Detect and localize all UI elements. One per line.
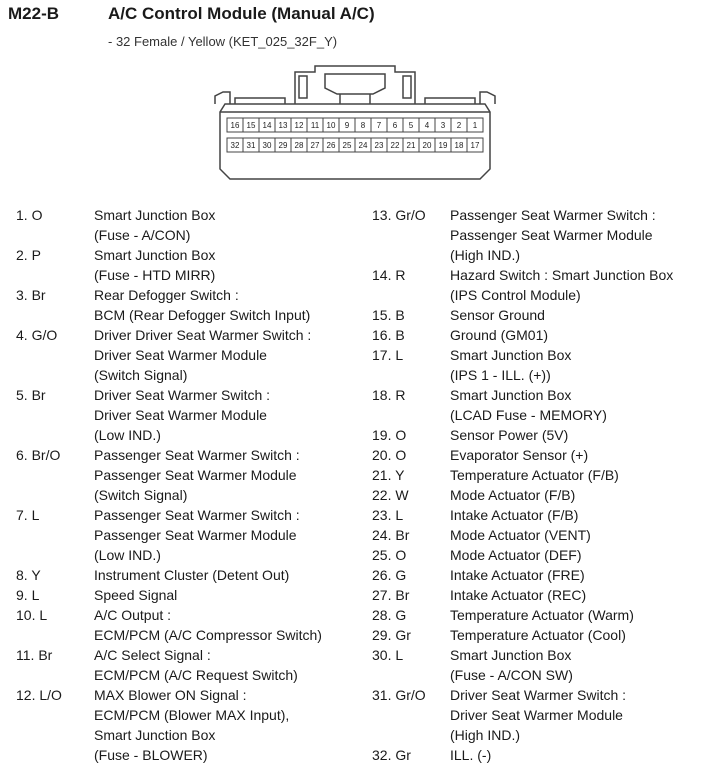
connector-pin-number: 23 <box>374 141 384 150</box>
connector-pin-number: 6 <box>392 121 398 130</box>
connector-pin-number: 18 <box>454 141 464 150</box>
connector-pin-number: 24 <box>358 141 368 150</box>
connector-pin-number: 15 <box>246 121 256 130</box>
pin-number: 7. L <box>16 507 40 523</box>
pin-entry <box>372 485 702 505</box>
pin-description-line: Temperature Actuator (F/B) <box>450 467 619 483</box>
pin-description-line: Passenger Seat Warmer Module <box>450 227 653 243</box>
connector-pin-number: 20 <box>422 141 432 150</box>
pin-description-line: (Fuse - A/CON) <box>94 227 191 243</box>
pin-description-line: Ground (GM01) <box>450 327 549 343</box>
pin-description <box>94 645 361 685</box>
connector-pin-number: 11 <box>310 121 320 130</box>
pin-description-line: (High IND.) <box>450 247 521 263</box>
pin-description-line: Rear Defogger Switch : <box>94 287 239 303</box>
pin-description <box>94 445 361 505</box>
pin-description-line: (Low IND.) <box>94 547 161 563</box>
pin-entry <box>16 565 361 585</box>
pin-number: 3. Br <box>16 287 46 303</box>
pin-number: 18. R <box>372 387 406 403</box>
pin-entry <box>372 525 702 545</box>
pin-description <box>450 465 702 485</box>
pin-entry <box>16 285 361 325</box>
pin-description-line: Driver Seat Warmer Module <box>450 707 623 723</box>
connector-pin-number: 31 <box>246 141 256 150</box>
pin-entry <box>372 305 702 325</box>
connector-pin-number: 1 <box>472 121 478 130</box>
pin-entry <box>372 545 702 565</box>
pin-description <box>450 745 702 765</box>
pin-number: 4. G/O <box>16 327 58 343</box>
pin-description-line: Smart Junction Box <box>94 727 216 743</box>
pin-entry <box>16 445 361 505</box>
pin-number: 24. Br <box>372 527 410 543</box>
pin-entry <box>16 245 361 285</box>
pin-number: 30. L <box>372 647 404 663</box>
pin-number: 5. Br <box>16 387 46 403</box>
pin-description <box>450 345 702 385</box>
pin-description-line: (Fuse - HTD MIRR) <box>94 267 216 283</box>
pin-description-line: BCM (Rear Defogger Switch Input) <box>94 307 311 323</box>
connector-pin-number: 28 <box>294 141 304 150</box>
pin-description <box>450 565 702 585</box>
pin-entry <box>372 745 702 765</box>
connector-pin-number: 13 <box>278 121 288 130</box>
pin-entry <box>372 645 702 685</box>
connector-pin-number: 25 <box>342 141 352 150</box>
pin-entry <box>372 425 702 445</box>
pin-description-line: Intake Actuator (REC) <box>450 587 587 603</box>
pin-description <box>450 385 702 425</box>
pin-description <box>450 265 702 305</box>
pin-description <box>94 565 361 585</box>
pin-description-line: (Fuse - A/CON SW) <box>450 667 573 683</box>
pin-description-line: Temperature Actuator (Cool) <box>450 627 626 643</box>
connector-pin-number: 16 <box>230 121 240 130</box>
connector-pin-number: 29 <box>278 141 288 150</box>
pin-description <box>450 205 702 265</box>
pin-description-line: Intake Actuator (F/B) <box>450 507 579 523</box>
pin-entry <box>372 445 702 465</box>
pin-number: 25. O <box>372 547 407 563</box>
page-title: A/C Control Module (Manual A/C) <box>108 4 375 23</box>
pin-number: 6. Br/O <box>16 447 61 463</box>
pin-description-line: Passenger Seat Warmer Switch : <box>94 507 300 523</box>
pin-entry <box>372 345 702 385</box>
pin-description-line: (IPS Control Module) <box>450 287 581 303</box>
pin-description <box>94 605 361 645</box>
pin-description-line: Mode Actuator (F/B) <box>450 487 576 503</box>
pin-description-line: Passenger Seat Warmer Module <box>94 467 297 483</box>
pin-description-line: Temperature Actuator (Warm) <box>450 607 634 623</box>
pin-description <box>94 385 361 445</box>
pin-description <box>450 685 702 745</box>
pin-description-line: ECM/PCM (A/C Request Switch) <box>94 667 298 683</box>
pin-number: 31. Gr/O <box>372 687 426 703</box>
pin-description-line: Mode Actuator (DEF) <box>450 547 582 563</box>
pin-description-line: Smart Junction Box <box>450 647 572 663</box>
pin-entry <box>372 205 702 265</box>
pin-description <box>450 505 702 525</box>
pin-entry <box>16 385 361 445</box>
pin-entry <box>372 625 702 645</box>
pin-number: 1. O <box>16 207 43 223</box>
pin-number: 12. L/O <box>16 687 62 703</box>
pin-description <box>94 685 361 765</box>
pin-description-line: Instrument Cluster (Detent Out) <box>94 567 290 583</box>
pin-description <box>94 505 361 565</box>
pin-description <box>450 625 702 645</box>
pin-description <box>450 585 702 605</box>
connector-code: M22-B <box>8 4 60 23</box>
pin-description <box>450 525 702 545</box>
pin-entry <box>372 265 702 305</box>
pin-entry <box>372 465 702 485</box>
pin-description <box>450 305 702 325</box>
pin-entry <box>372 685 702 745</box>
pin-description-line: (Switch Signal) <box>94 487 188 503</box>
connector-pin-number: 22 <box>390 141 400 150</box>
connector-pin-number: 7 <box>376 121 382 130</box>
pin-description-line: Driver Seat Warmer Module <box>94 407 267 423</box>
connector-pin-number: 5 <box>408 121 414 130</box>
pin-description-line: (Switch Signal) <box>94 367 188 383</box>
pin-entry <box>16 205 361 245</box>
pin-list-left <box>16 205 361 765</box>
connector-pin-number: 10 <box>326 121 336 130</box>
pin-number: 9. L <box>16 587 40 603</box>
connector-pin-number: 17 <box>470 141 480 150</box>
pin-description-line: Hazard Switch : Smart Junction Box <box>450 267 674 283</box>
pin-description-line: (Low IND.) <box>94 427 161 443</box>
pin-number: 8. Y <box>16 567 41 583</box>
pin-description-line: A/C Output : <box>94 607 172 623</box>
pin-number: 20. O <box>372 447 407 463</box>
connector-pin-number: 8 <box>360 121 366 130</box>
connector-pin-number: 9 <box>344 121 350 130</box>
pin-description-line: ILL. (-) <box>450 747 492 763</box>
pin-entry <box>372 565 702 585</box>
pin-number: 11. Br <box>16 647 53 663</box>
pin-number: 21. Y <box>372 467 405 483</box>
pin-description <box>94 205 361 245</box>
pin-entry <box>372 585 702 605</box>
pin-number: 23. L <box>372 507 404 523</box>
connector-pin-number: 26 <box>326 141 336 150</box>
connector-pin-number: 30 <box>262 141 272 150</box>
pin-description-line: Intake Actuator (FRE) <box>450 567 585 583</box>
pin-number: 19. O <box>372 427 407 443</box>
connector-diagram <box>205 64 505 184</box>
pin-description <box>450 605 702 625</box>
pin-number: 29. Gr <box>372 627 411 643</box>
pin-description <box>450 645 702 685</box>
pin-number: 10. L <box>16 607 48 623</box>
pin-entry <box>16 325 361 385</box>
pin-description-line: Driver Driver Seat Warmer Switch : <box>94 327 312 343</box>
pin-description-line: Driver Seat Warmer Module <box>94 347 267 363</box>
pin-description-line: ECM/PCM (A/C Compressor Switch) <box>94 627 322 643</box>
connector-pin-number: 32 <box>230 141 240 150</box>
pin-description <box>450 545 702 565</box>
pin-number: 27. Br <box>372 587 410 603</box>
pin-entry <box>372 325 702 345</box>
connector-pin-number: 27 <box>310 141 320 150</box>
pin-entry <box>16 685 361 765</box>
pin-description <box>94 245 361 285</box>
pin-description-line: Smart Junction Box <box>450 347 572 363</box>
pin-number: 22. W <box>372 487 409 503</box>
pin-description-line: (IPS 1 - ILL. (+)) <box>450 367 551 383</box>
pin-description-line: (LCAD Fuse - MEMORY) <box>450 407 607 423</box>
pin-description-line: Driver Seat Warmer Switch : <box>450 687 627 703</box>
pin-number: 26. G <box>372 567 407 583</box>
pin-description-line: Smart Junction Box <box>94 207 216 223</box>
connector-pin-number: 14 <box>262 121 272 130</box>
pin-description-line: Evaporator Sensor (+) <box>450 447 589 463</box>
pin-description <box>450 445 702 465</box>
pin-description-line: ECM/PCM (Blower MAX Input), <box>94 707 290 723</box>
pin-number: 15. B <box>372 307 405 323</box>
pin-number: 2. P <box>16 247 41 263</box>
pin-description-line: Speed Signal <box>94 587 178 603</box>
pin-number: 32. Gr <box>372 747 411 763</box>
pin-entry <box>16 505 361 565</box>
pin-description-line: MAX Blower ON Signal : <box>94 687 247 703</box>
pin-description-line: Passenger Seat Warmer Switch : <box>94 447 300 463</box>
pin-description-line: Sensor Power (5V) <box>450 427 569 443</box>
connector-pin-number: 2 <box>456 121 462 130</box>
pin-description <box>94 285 361 325</box>
pin-number: 17. L <box>372 347 404 363</box>
pin-list-right <box>372 205 702 765</box>
pin-description <box>450 425 702 445</box>
connector-pin-number: 21 <box>406 141 416 150</box>
pin-entry <box>372 505 702 525</box>
pin-number: 14. R <box>372 267 406 283</box>
pin-entry <box>16 585 361 605</box>
pin-description-line: Smart Junction Box <box>94 247 216 263</box>
pin-number: 13. Gr/O <box>372 207 426 223</box>
pin-description <box>94 585 361 605</box>
pin-description <box>450 485 702 505</box>
pin-description-line: A/C Select Signal : <box>94 647 211 663</box>
pin-description <box>450 325 702 345</box>
pin-description-line: (High IND.) <box>450 727 521 743</box>
pin-description-line: Smart Junction Box <box>450 387 572 403</box>
connector-pin-number: 19 <box>438 141 448 150</box>
pin-description-line: Passenger Seat Warmer Switch : <box>450 207 656 223</box>
pin-description-line: Sensor Ground <box>450 307 545 323</box>
pin-entry <box>372 385 702 425</box>
connector-subtitle: - 32 Female / Yellow (KET_025_32F_Y) <box>108 34 338 49</box>
pin-description <box>94 325 361 385</box>
connector-pin-number: 3 <box>440 121 446 130</box>
pin-entry <box>372 605 702 625</box>
connector-pin-number: 12 <box>294 121 304 130</box>
pin-number: 16. B <box>372 327 405 343</box>
pin-entry <box>16 605 361 645</box>
pin-description-line: Mode Actuator (VENT) <box>450 527 591 543</box>
connector-pin-number: 4 <box>424 121 430 130</box>
pin-description-line: Driver Seat Warmer Switch : <box>94 387 271 403</box>
pin-description-line: Passenger Seat Warmer Module <box>94 527 297 543</box>
pin-description-line: (Fuse - BLOWER) <box>94 747 208 763</box>
pin-number: 28. G <box>372 607 407 623</box>
pin-entry <box>16 645 361 685</box>
